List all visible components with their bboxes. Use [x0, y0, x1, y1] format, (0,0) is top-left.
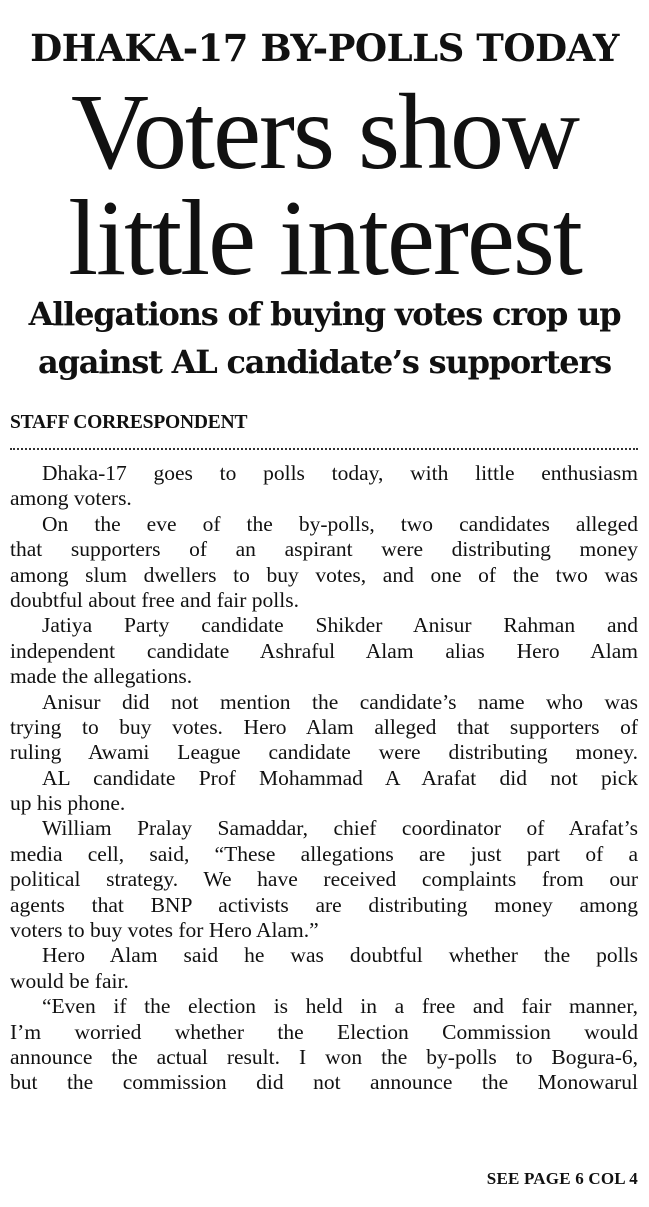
body-line: made the allegations. — [10, 664, 193, 689]
body-line: political strategy. We have received complaints from our — [10, 867, 638, 892]
body-line: Dhaka-17 goes to polls today, with little enthusiasm — [42, 461, 638, 485]
byline: STAFF CORRESPONDENT — [10, 412, 248, 433]
headline — [0, 73, 649, 298]
body-line: Anisur did not mention the candidate’s name who was — [42, 689, 638, 714]
body-line: but the commission did not announce the Monowarul — [10, 1070, 638, 1095]
body-line: On the eve of the by-polls, two candidates alleged — [42, 511, 638, 536]
subheadline-line-2: against AL candidate’s supporters — [38, 343, 611, 381]
body-line: that supporters of an aspirant were distributing money — [10, 537, 638, 562]
continuation-note: SEE PAGE 6 COL 4 — [486, 1169, 638, 1188]
headline-line-1: Voters show — [70, 73, 579, 192]
body-line: Jatiya Party candidate Shikder Anisur Rahman and — [42, 613, 638, 638]
body-line: among voters. — [10, 486, 132, 511]
body-line: AL candidate Prof Mohammad A Arafat did not pick — [42, 765, 638, 790]
subheadline-line-1: Allegations of buying votes crop up — [28, 295, 621, 333]
dotted-divider — [10, 448, 638, 450]
body-line: ruling Awami League candidate were distributing money. — [10, 740, 638, 765]
body-line: announce the actual result. I won the by-polls to Bogura-6, — [10, 1044, 638, 1069]
body-line: doubtful about free and fair polls. — [10, 587, 299, 612]
body-line: independent candidate Ashraful Alam alias Hero Alam — [10, 638, 638, 663]
subheadline — [0, 290, 649, 386]
body-line: William Pralay Samaddar, chief coordinator of Arafat’s — [42, 816, 638, 841]
body-line: among slum dwellers to buy votes, and one of the two was — [10, 562, 638, 587]
body-line: I’m worried whether the Election Commission would — [10, 1019, 638, 1044]
body-line: voters to buy votes for Hero Alam.” — [10, 918, 319, 943]
body-line: trying to buy votes. Hero Alam alleged that supporters of — [10, 714, 638, 739]
body-line: would be fair. — [10, 968, 129, 993]
body-line: “Even if the election is held in a free and fair manner, — [42, 994, 638, 1019]
body-line: media cell, said, “These allegations are just part of a — [10, 841, 638, 866]
body-line: agents that BNP activists are distributing money among — [10, 892, 638, 917]
kicker: DHAKA-17 BY-POLLS TODAY — [30, 26, 619, 70]
article-body — [10, 461, 638, 1096]
headline-line-2: little interest — [68, 179, 581, 298]
body-line: Hero Alam said he was doubtful whether the polls — [42, 943, 638, 968]
body-line: up his phone. — [10, 791, 126, 816]
